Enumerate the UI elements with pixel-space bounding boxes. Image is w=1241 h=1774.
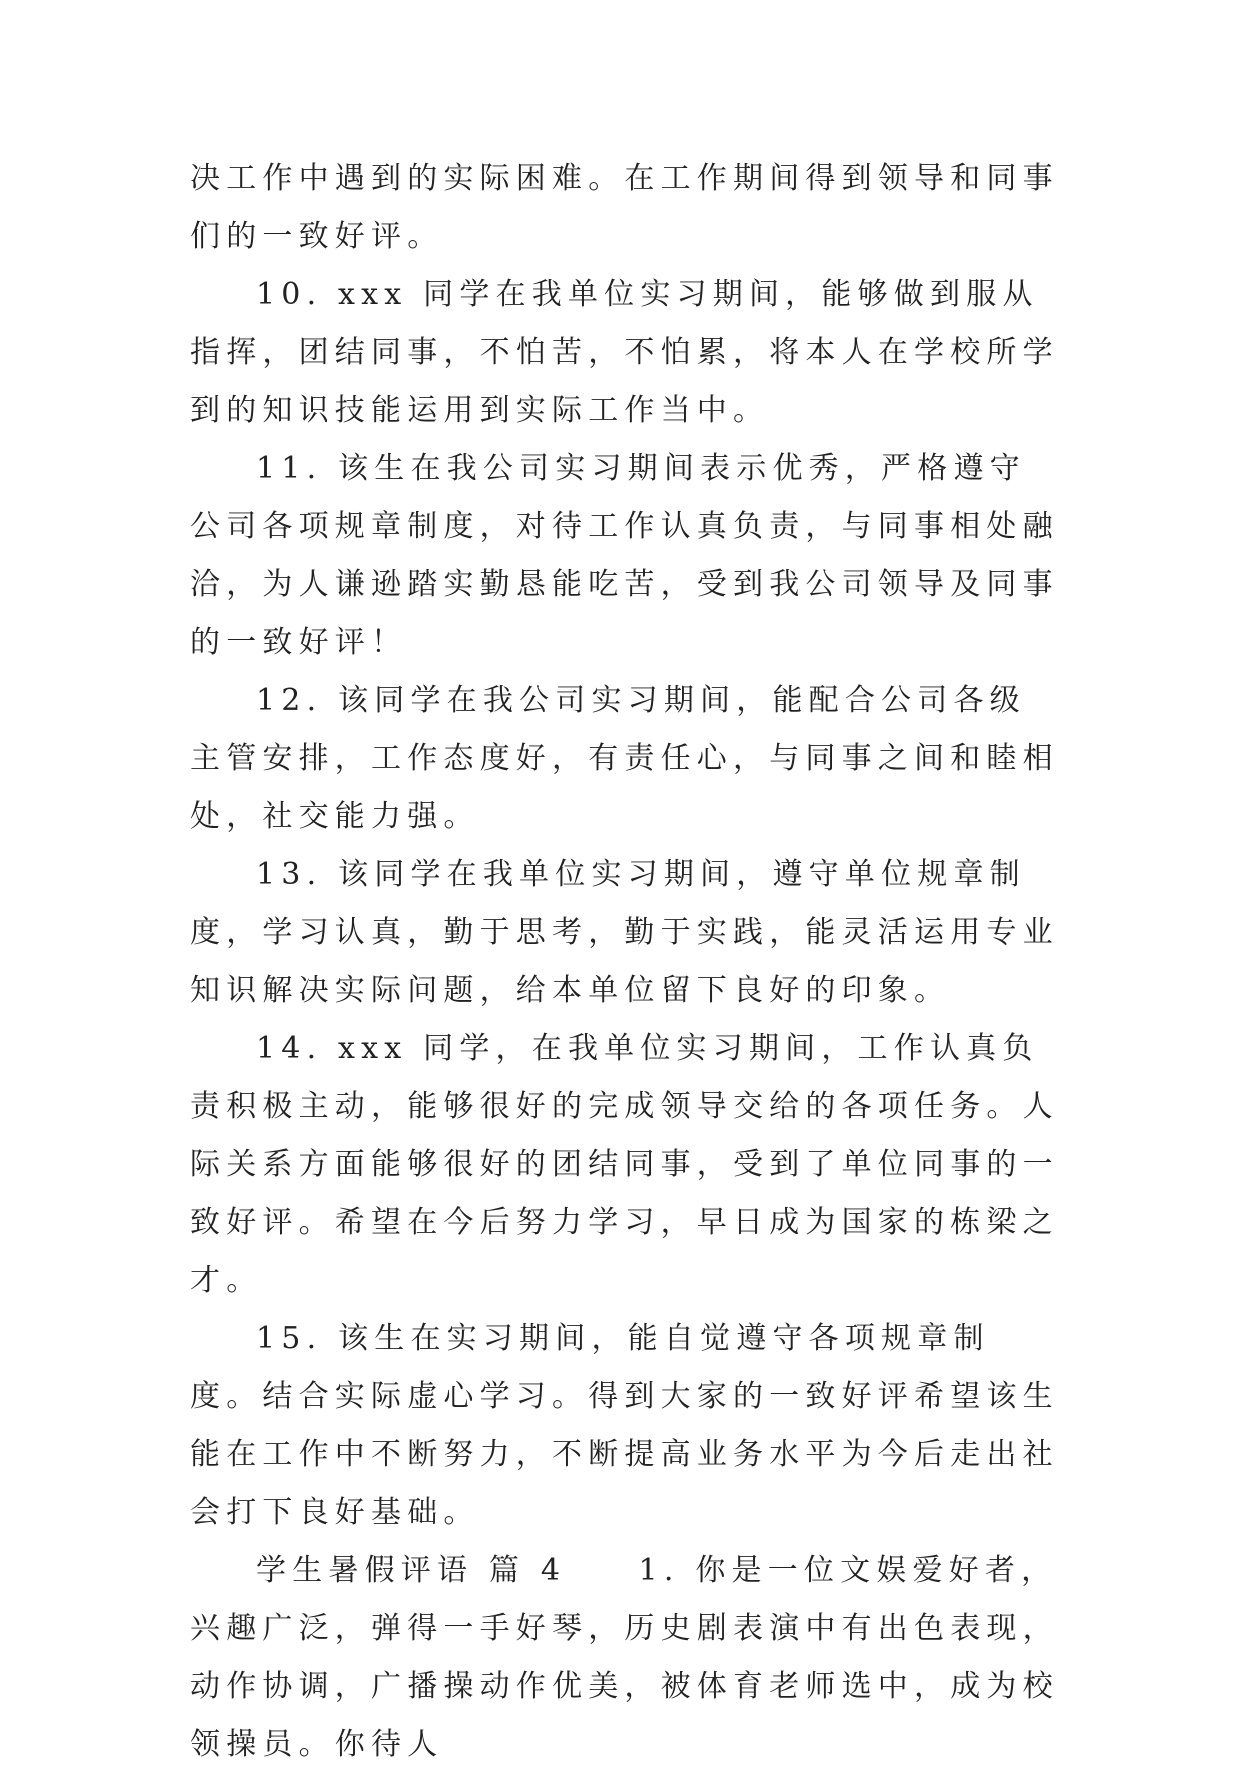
paragraph-item-10: 10. xxx 同学在我单位实习期间，能够做到服从指挥，团结同事，不怕苦，不怕累，将本人在学校所学到的知识技能运用到实际工作当中。 — [190, 277, 1059, 428]
paragraph-continuation: 决工作中遇到的实际困难。在工作期间得到领导和同事们的一致好评。 — [190, 161, 1059, 254]
paragraph-item-11: 11. 该生在我公司实习期间表示优秀，严格遵守公司各项规章制度，对待工作认真负责，与同事相处融洽，为人谦逊踏实勤恳能吃苦，受到我公司领导及同事的一致好评！ — [190, 451, 1059, 660]
paragraph-item-14: 14. xxx 同学，在我单位实习期间，工作认真负责积极主动，能够很好的完成领导交给的各项任务。人际关系方面能够很好的团结同事，受到了单位同事的一致好评。希望在今后努力学习，早日成为国家的栋梁之才。 — [190, 1031, 1059, 1298]
paragraph-item-15: 15. 该生在实习期间，能自觉遵守各项规章制度。结合实际虚心学习。得到大家的一致好评希望该生能在工作中不断努力，不断提高业务水平为今后走出社会打下良好基础。 — [190, 1321, 1059, 1530]
paragraph-item-12: 12. 该同学在我公司实习期间，能配合公司各级主管安排，工作态度好，有责任心，与同事之间和睦相处，社交能力强。 — [190, 683, 1059, 834]
paragraph-section-4: 学生暑假评语 篇 4 1. 你是一位文娱爱好者，兴趣广泛，弹得一手好琴，历史剧表演中有出色表现，动作协调，广播操动作优美，被体育老师选中，成为校领操员。你待人 — [190, 1553, 1059, 1762]
paragraph-item-13: 13. 该同学在我单位实习期间，遵守单位规章制度，学习认真，勤于思考，勤于实践，能灵活运用专业知识解决实际问题，给本单位留下良好的印象。 — [190, 857, 1059, 1008]
document-body — [190, 150, 1060, 1774]
